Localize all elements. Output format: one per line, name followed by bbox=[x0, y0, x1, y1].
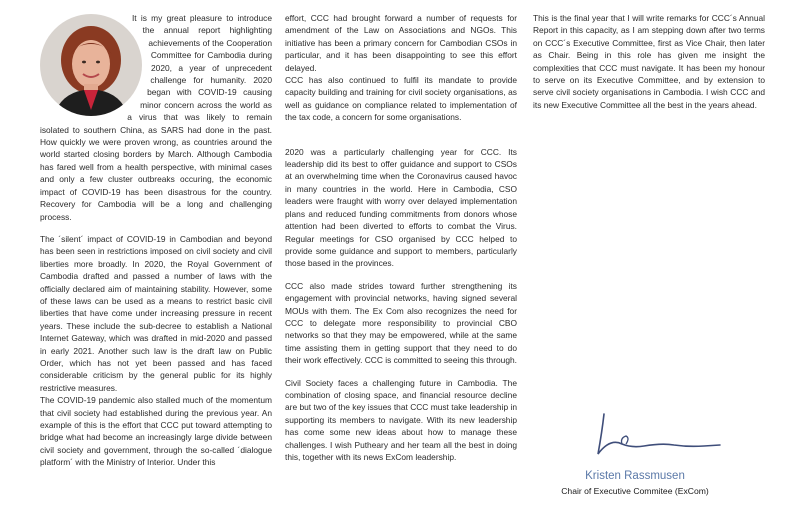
paragraph: CCC also made strides toward further strengthening its engagement with provincial networks, having signed several MOUs with them. The Ex Com also recognizes the need for CCC to delegate more responsibility to provincial CBO networks so that they may be empowered, while at the same time assisting them in getting support that they need to do their work effectively. CCC is committed to seeing this through. bbox=[285, 280, 517, 366]
paragraph: CCC has also continued to fulfil its mandate to provide capacity building and training for civil society organisations, as well as guidance on compliance related to implementation of the tax code, a concern for some organisations. bbox=[285, 75, 517, 123]
handwritten-signature-icon bbox=[592, 408, 732, 473]
column-1 bbox=[40, 12, 272, 479]
signatory-name: Kristen Rassmusen bbox=[585, 470, 685, 482]
paragraph: 2020 was a particularly challenging year for CCC. Its leadership did its best to offer guidance and support to CSOs at an overwhelming time when the Coronavirus caused havoc in many countries in the world. Here in Cambodia, CSO leaders were fraught with worry over delayed implementation plans and reduced funding commitments from donors whose attention had been diverted to efforts to combat the Virus. Regular meetings for CSO organised by CCC helped to provide some guidance and support to members, particularly those based in the provinces. bbox=[285, 146, 517, 269]
paragraph: The COVID-19 pandemic also stalled much of the momentum that civil society had established during the previous year. An example of this is the effort that CCC put toward attempting to bridge what had become an increasingly large divide between civil society and government, through the so-called ´dialogue platform´ with the Ministry of Interior. Under this bbox=[40, 395, 272, 468]
column-2 bbox=[285, 12, 517, 473]
paragraph: It is my great pleasure to introduce the annual report highlighting achievements of the Cooperation Committee for Cambodia during 2020, a year of unprecedent challenge for humanity. 2020 began with COVID-19 causing minor concern across the world as a virus that was likely to remain isolated to southern China, as SARS had done in the past. How quickly we were proven wrong, as countries around the world started closing borders by March. Although Cambodia has fared well from a health perspective, with minimal cases and only a few cluster outbreaks occuring, the economic impact of COVID-19 has been disastrous for the country. Recovery for Cambodia will be a long and challenging process. bbox=[40, 13, 272, 222]
portrait-photo bbox=[40, 14, 142, 116]
paragraph: This is the final year that I will write remarks for CCC´s Annual Report in this capacity, as I am stepping down after two terms on CCC´s Executive Committee, first as Vice Chair, then later as Chair. Being in this role has given me insight the complexities that CCC must navigate. It has been my honour to serve on its Executive Committee, and by extension to serve civil society organisations in Cambodia. I wish CCC and its new Executive Committee all the best in the years ahead. bbox=[533, 13, 765, 110]
column-3 bbox=[533, 12, 765, 121]
paragraph: The ´silent´ impact of COVID-19 in Cambodian and beyond has been seen in restrictions imposed on civil society and civil liberties more broadly. In 2020, the Royal Government of Cambodia drafted and passed a number of laws with the officially declared aim of maintaining stability. However, some of these laws can be used as a means to restrict basic civil liberties that have come under increasing pressure in recent years. These include the sub-decree to establish a National Internet Gateway, which was drafted in mid-2020 and passed in early 2021. Another such law is the draft law on Public Order, which has not yet been passed and has faced considerable criticism by the general public for its highly restrictive measures. bbox=[40, 233, 272, 393]
paragraph: effort, CCC had brought forward a number of requests for amendment of the Law on Associations and NGOs. This initiative has been a primary concern for Cambodian CSOs in particular, and it has been disappointing to see this effort delayed. bbox=[285, 13, 517, 73]
paragraph: Civil Society faces a challenging future in Cambodia. The combination of closing space, and financial resource decline are but two of the key issues that CCC must take leadership in supporting its members to navigate. With its new leadership has come some new ideas about how to manage these challenges. I wish Putheary and her team all the best in doing this, together with its news ExCom leadership. bbox=[285, 377, 517, 462]
signatory-role: Chair of Executive Commitee (ExCom) bbox=[561, 486, 709, 496]
